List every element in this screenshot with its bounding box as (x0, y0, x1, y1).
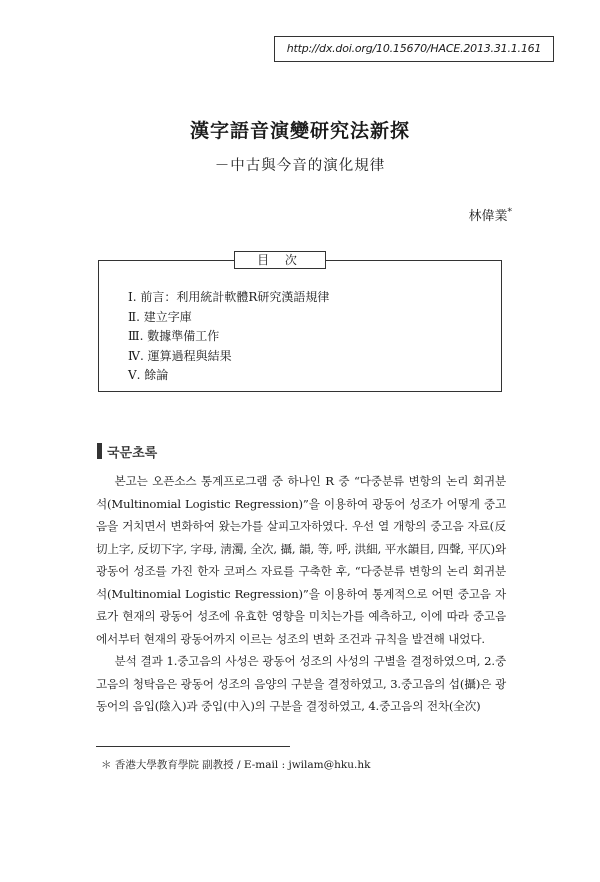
toc-item: Ⅰ. 前言：利用統計軟體R研究漢語規律 (128, 290, 330, 304)
toc-item: Ⅲ. 數據準備工作 (128, 329, 220, 343)
abstract-paragraph: 분석 결과 1.중고음의 사성은 광동어 성조의 사성의 구별을 결정하였으며, 2.중고음의 청탁음은 광동어 성조의 음양의 구분을 결정하였고, 3.중고음의 섭(攝)은 광동어의 음입(陰入)과 중입(中入)의 구분을 결정하였고, 4.중고음의 전차(全次) (96, 654, 506, 713)
doi-link[interactable]: http://dx.doi.org/10.15670/HACE.2013.31.1.161 (274, 36, 554, 62)
author-footnote-mark: * (507, 207, 512, 218)
paper-title: 漢字語音演變研究法新探 (189, 120, 410, 142)
paper-subtitle: －中古與今音的演化規律 (214, 158, 386, 174)
heading-bar-marker (97, 443, 102, 459)
author (468, 205, 512, 224)
toc-header: 目 次 (234, 251, 326, 269)
footnote: ＊ 香港大學教育學院 副教授 / E-mail : jwilam@hku.hk (101, 759, 371, 771)
toc-item: Ⅳ. 運算過程與結果 (128, 348, 232, 363)
abstract-body (96, 470, 506, 718)
abstract-heading (97, 442, 157, 460)
footnote-divider (96, 746, 290, 747)
toc-item: Ⅴ. 餘論 (128, 368, 169, 382)
abstract-heading-text: 국문초록 (107, 445, 158, 461)
abstract-paragraph: 본고는 오픈소스 통계프로그램 중 하나인 R 중 “다중분류 변항의 논리 회귀분석(Multinomial Logistic Regression)”을 이용하여 광동어 성조가 어떻게 중고음을 거치면서 변화하여 왔는가를 살피고자하였다. 우선 열 개항의 중고음 자료(反切上字, 反切下字, 字母, 淸濁, 全次, 攝, 韻, 等, 呼, 洪細, 平水韻目, 四聲, 平仄)와 광동어 성조를 가진 한자 코퍼스 자료를 구축한 후, “다중분류 변항의 논리 회귀분석(Multinomial Logistic Regression)”을 이용하여 통계적으로 어떤 중고음 자료가 현재의 광동어 성조에 유효한 영향을 미치는가를 예측하고, 이에 따라 중고음에서부터 현재의 광동어까지 이르는 성조의 변화 조건과 규칙을 발견해 내었다. (96, 474, 506, 646)
toc-item: Ⅱ. 建立字庫 (128, 309, 192, 324)
toc-list (128, 288, 329, 386)
author-name: 林偉業 (468, 209, 508, 224)
